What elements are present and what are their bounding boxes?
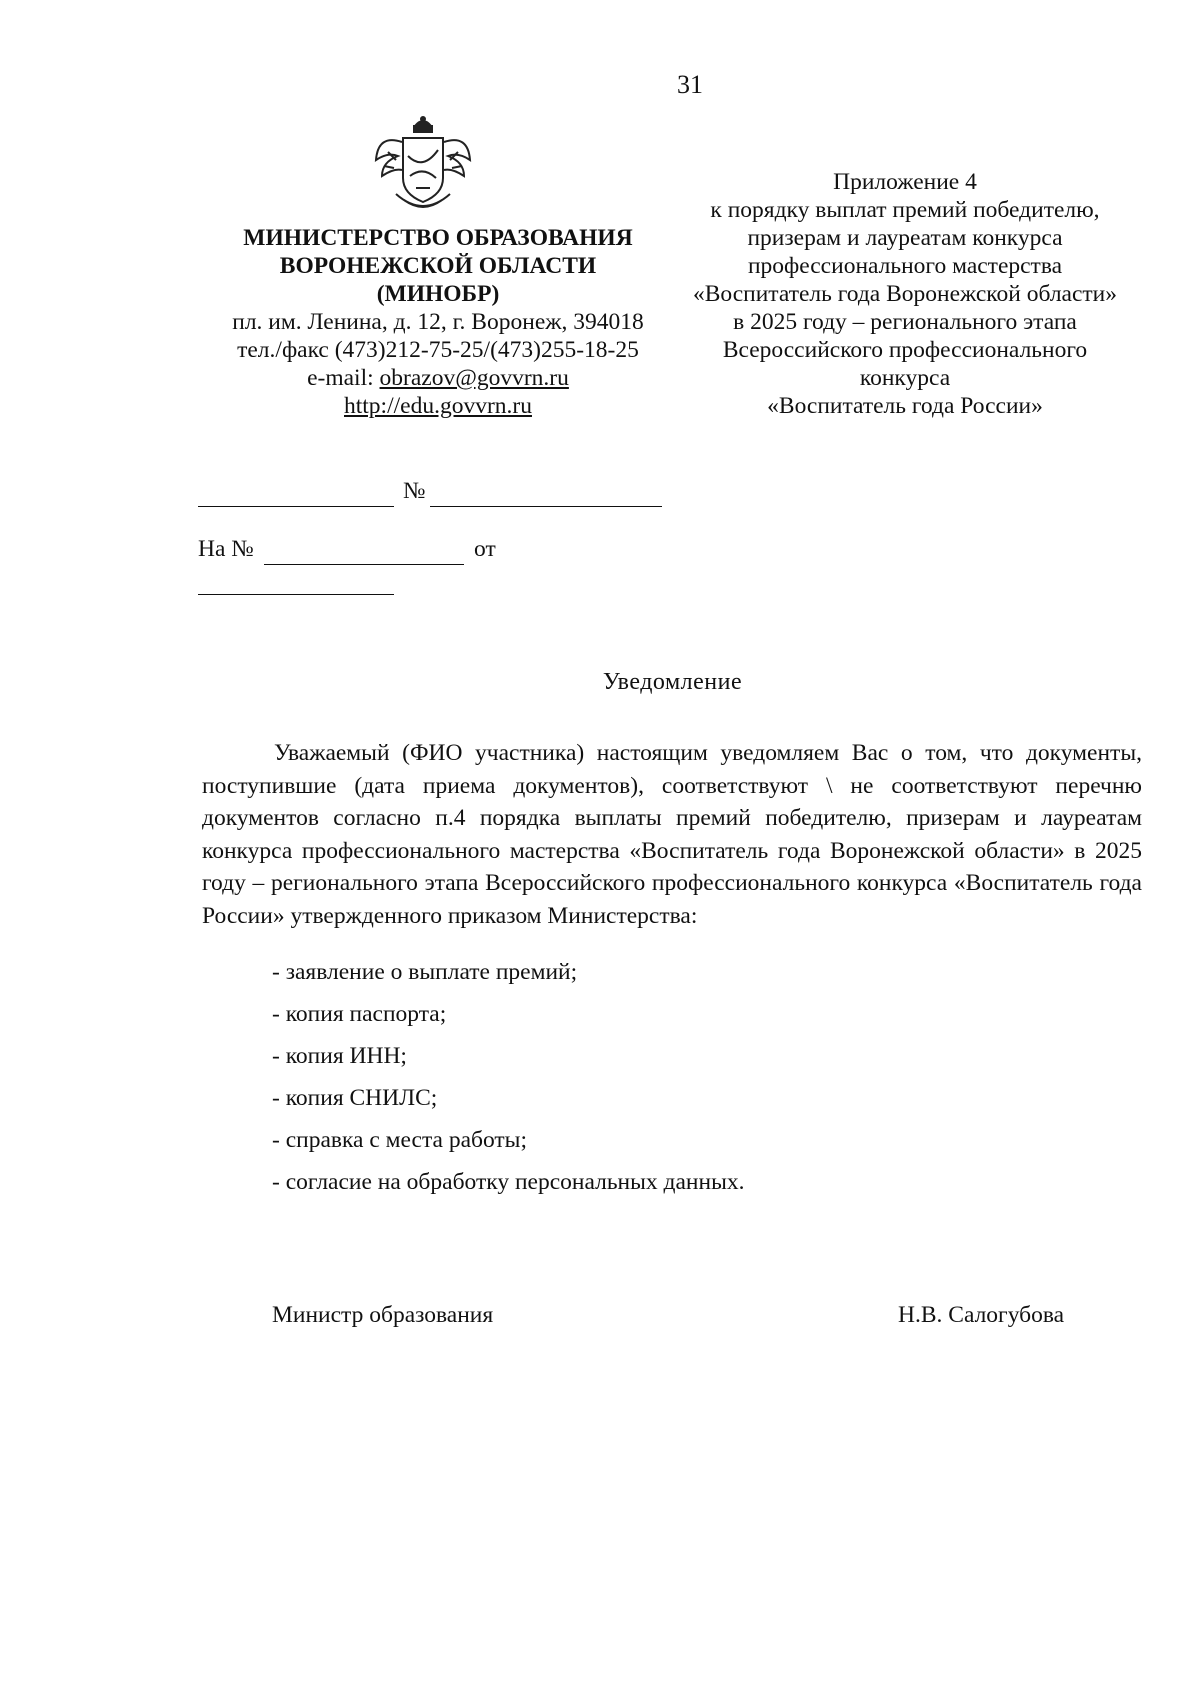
- list-item: - заявление о выплате премий;: [272, 959, 578, 985]
- list-item: - справка с места работы;: [272, 1127, 528, 1153]
- notice-title: Уведомление: [602, 669, 743, 695]
- list-item: - копия ИНН;: [272, 1043, 407, 1069]
- date-blank: [198, 506, 394, 507]
- ministry-email-line: [210, 364, 666, 392]
- appendix-line: «Воспитатель года Воронежской области»: [692, 281, 1118, 307]
- ministry-website-line: [210, 392, 666, 420]
- appendix-line: призерам и лауреатам конкурса: [747, 225, 1063, 251]
- ministry-name-line2: ВОРОНЕЖСКОЙ ОБЛАСТИ: [279, 253, 597, 279]
- appendix-line: к порядку выплат премий победителю,: [710, 197, 1100, 223]
- ministry-address: пл. им. Ленина, д. 12, г. Воронеж, 394018: [232, 309, 644, 335]
- appendix-line: конкурса: [859, 365, 951, 391]
- email-label: e-mail:: [307, 365, 374, 391]
- appendix-line: Приложение 4: [833, 169, 977, 195]
- reply-reference-line: [198, 536, 598, 570]
- documents-list: [272, 957, 972, 1209]
- list-item: - копия СНИЛС;: [272, 1085, 438, 1111]
- signer-title: Министр образования: [272, 1302, 494, 1328]
- coat-of-arms-icon: [368, 116, 478, 218]
- reply-date-blank: [198, 594, 394, 595]
- from-label: от: [474, 536, 496, 562]
- signer-name: Н.В. Салогубова: [898, 1302, 1065, 1328]
- ministry-header: [210, 224, 666, 420]
- appendix-line: профессионального мастерства: [747, 253, 1063, 279]
- ministry-abbreviation: (МИНОБР): [376, 281, 500, 307]
- reply-number-blank: [264, 564, 464, 565]
- number-sign: №: [403, 478, 426, 504]
- list-item: - согласие на обработку персональных данных.: [272, 1169, 745, 1195]
- appendix-line: Всероссийского профессионального: [722, 337, 1088, 363]
- email-link[interactable]: obrazov@govvrn.ru: [379, 365, 569, 391]
- ministry-name-line1: МИНИСТЕРСТВО ОБРАЗОВАНИЯ: [243, 225, 633, 251]
- appendix-line: «Воспитатель года России»: [767, 393, 1043, 419]
- appendix-block: [660, 168, 1150, 420]
- appendix-line: в 2025 году – регионального этапа: [733, 309, 1077, 335]
- website-link[interactable]: http://edu.govvrn.ru: [344, 393, 532, 419]
- page-number: 31: [677, 70, 703, 99]
- list-item: - копия паспорта;: [272, 1001, 447, 1027]
- notice-body: Уважаемый (ФИО участника) настоящим уведомляем Вас о том, что документы, поступившие (дата приема документов), соответствуют \ не соответствуют перечню документов согласно п.4 порядка выплаты премий победителю, призерам и лауреатам конкурса профессионального мастерства «Воспитатель года Воронежской области» в 2025 году – регионального этапа Всероссийского профессионального конкурса «Воспитатель года России» утвержденного приказом Министерства:: [202, 740, 1142, 929]
- ministry-phone: тел./факс (473)212-75-25/(473)255-18-25: [237, 337, 639, 363]
- reply-label: На №: [198, 536, 254, 562]
- number-blank: [430, 506, 662, 507]
- registration-line: [198, 478, 668, 512]
